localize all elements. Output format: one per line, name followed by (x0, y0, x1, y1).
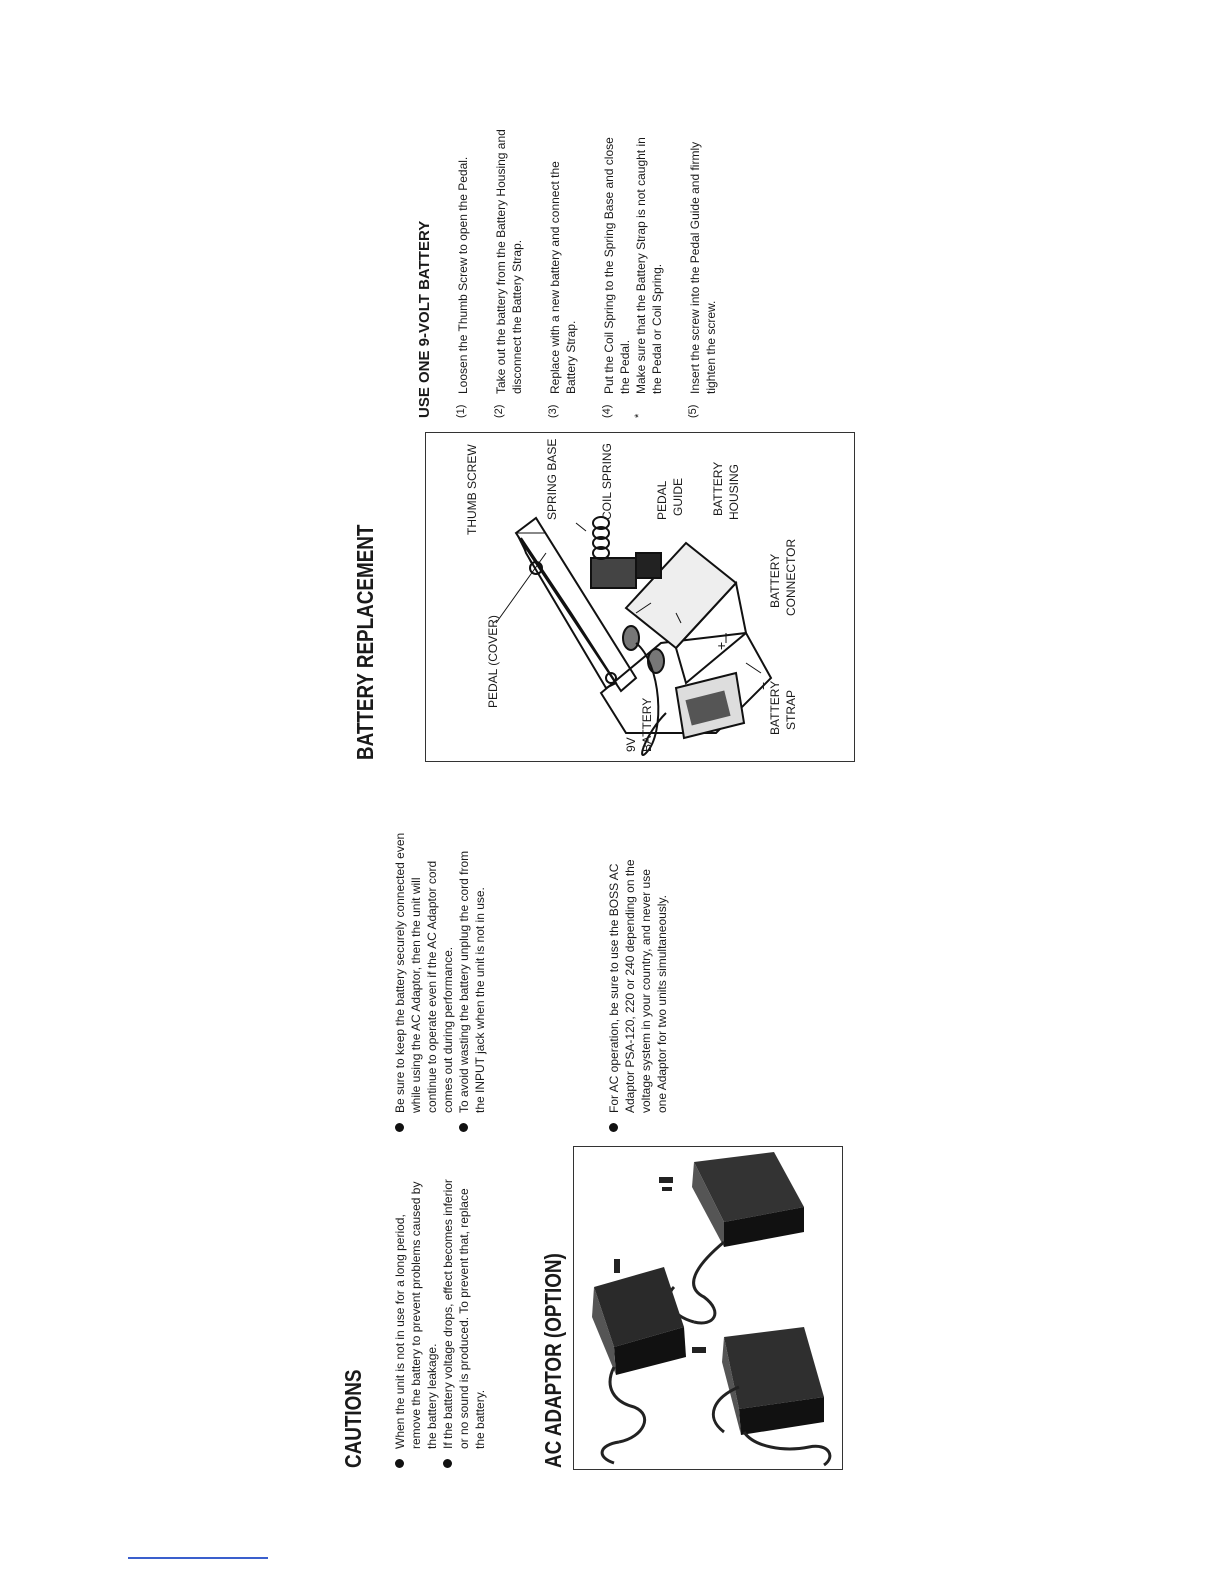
label-battery-housing-1: BATTERY (711, 461, 725, 516)
caution-bullet: Be sure to keep the battery securely connected even while using the AC Adaptor, then the unit will continue to operate even if the AC Adaptor cord comes out during performance. (392, 832, 456, 1132)
ac-adaptor-title: AC ADAPTOR (OPTION) (540, 1253, 566, 1468)
label-minus: − (755, 681, 771, 690)
battery-subtitle: USE ONE 9-VOLT BATTERY (416, 220, 433, 418)
step-item: (3) Replace with a new battery and connect the Battery Strap. (547, 161, 578, 418)
label-battery-connector-1: BATTERY (768, 553, 782, 608)
label-battery-housing-2: HOUSING (727, 463, 741, 520)
label-pedal-cover: PEDAL (COVER) (486, 615, 500, 708)
label-battery-strap-2: STRAP (784, 689, 798, 730)
bullet-icon (395, 1459, 404, 1468)
label-plus: + (713, 641, 729, 650)
coil-spring-icon (593, 517, 609, 559)
step-item: (5) Insert the screw into the Pedal Guide and firmly tighten the screw. (687, 141, 718, 418)
cautions-left-column (392, 1178, 488, 1468)
step-item: (4) Put the Coil Spring to the Spring Base and close the Pedal. (601, 137, 632, 418)
ac-adaptor-photo (573, 1146, 843, 1470)
label-spring-base: SPRING BASE (545, 438, 559, 520)
label-battery-connector-2: CONNECTOR (784, 538, 798, 616)
ac-adaptor-note: For AC operation, be sure to use the BOSS AC Adaptor PSA-120, 220 or 240 depending on the voltage system in your country, and never use one Adaptor for two units simultaneously. (606, 852, 670, 1132)
caution-bullet: If the battery voltage drops, effect becomes inferior or no sound is produced. To prevent that, replace the battery. (440, 1178, 488, 1468)
label-9v-1: 9V (624, 737, 638, 752)
bullet-icon (443, 1459, 452, 1468)
label-pedal-guide-1: PEDAL (655, 480, 669, 520)
footer-rule (128, 1557, 268, 1559)
step-item: (2) Take out the battery from the Battery Housing and disconnect the Battery Strap. (493, 129, 524, 418)
caution-bullet: When the unit is not in use for a long period, remove the battery to prevent problems caused by the battery leakage. (392, 1178, 440, 1468)
caution-bullet: To avoid wasting the battery unplug the cord from the INPUT jack when the unit is not in use. (456, 832, 488, 1132)
cautions-right-column (392, 832, 488, 1132)
step-item: (1) Loosen the Thumb Screw to open the Pedal. (455, 156, 470, 418)
bullet-icon (459, 1123, 468, 1132)
label-coil-spring: COIL SPRING (600, 443, 614, 520)
label-battery-strap-1: BATTERY (768, 680, 782, 735)
adaptor-unit-icon (692, 1327, 830, 1465)
label-pedal-guide-2: GUIDE (671, 477, 685, 516)
adaptor-illustration (574, 1147, 842, 1469)
cautions-title: CAUTIONS (340, 1369, 366, 1468)
battery-steps (455, 128, 719, 418)
label-thumb-screw: THUMB SCREW (465, 444, 479, 535)
adaptor-unit-icon (659, 1152, 804, 1323)
bullet-icon (609, 1123, 618, 1132)
label-9v-2: BATTERY (640, 697, 654, 752)
battery-replacement-title: BATTERY REPLACEMENT (352, 524, 378, 760)
bullet-icon (395, 1123, 404, 1132)
step-item: * Make sure that the Battery Strap is not caught in the Pedal or Coil Spring. (633, 137, 664, 418)
